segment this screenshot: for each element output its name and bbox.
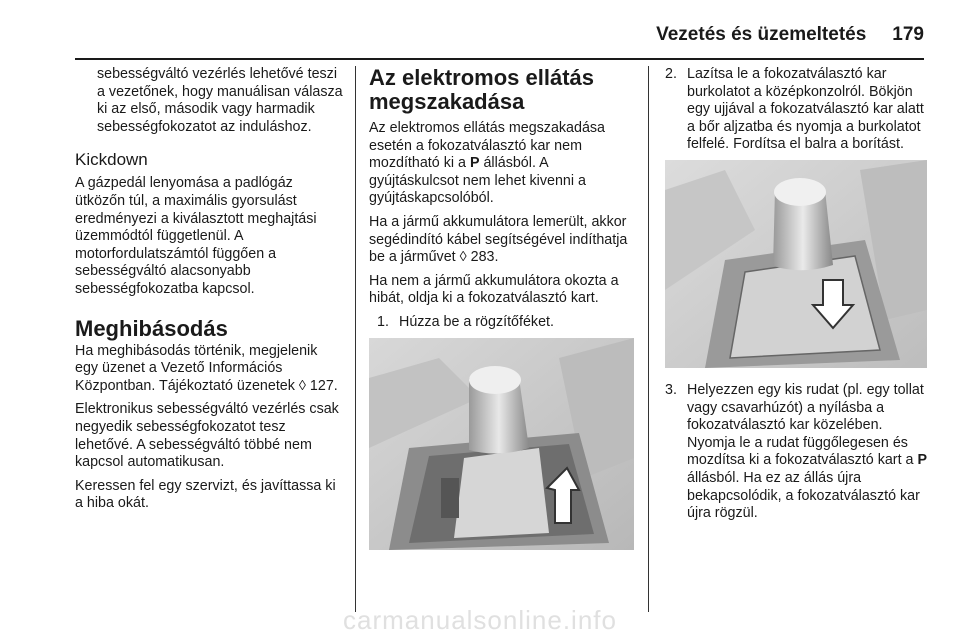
continued-paragraph: sebességváltó vezérlés lehetővé teszi a vezetőnek, hogy manuálisan válasza ki az első, második vagy harmadik sebességfokozatot az induláshoz. xyxy=(97,66,343,135)
page-number: 179 xyxy=(892,24,924,45)
gear-selector-illustration-1 xyxy=(369,338,634,550)
header-divider xyxy=(75,58,924,60)
fault-paragraph-3: Keressen fel egy szervizt, és javíttassa ki a hiba okát. xyxy=(75,477,336,512)
column-1 xyxy=(75,66,343,519)
column-divider-1 xyxy=(355,66,356,612)
power-failure-paragraph-2: Ha a jármű akkumulátora lemerült, akkor segédindító kábel segítségével indíthatja be a járművet ◊ 283. xyxy=(369,213,628,266)
step-2: 2. Lazítsa le a fokozatválasztó kar burkolatot a középkonzolról. Bökjön egy ujjával a fokozatválasztó kar alatt a bőr aljzatba és nyomja a burkolatot felfelé. Fordítsa el balra a borítást. xyxy=(665,66,924,153)
kickdown-paragraph: A gázpedál lenyomása a padlógáz ütközőn túl, a maximális gyorsulást eredményezi a kiválasztott meghajtási üzemmódtól függetlenül. A motorfordulatszámtól függően a sebességváltó alacsonyabb sebességfokozatba kapcsol. xyxy=(75,175,317,297)
page-header xyxy=(590,24,924,54)
section-title: Vezetés és üzemeltetés xyxy=(656,24,867,45)
power-failure-paragraph-3: Ha nem a jármű akkumulátora okozta a hibát, oldja ki a fokozatválasztó kart. xyxy=(369,272,619,307)
column-divider-2 xyxy=(648,66,649,612)
steps-list xyxy=(369,314,634,332)
gear-selector-cover-image xyxy=(665,160,927,368)
kickdown-heading: Kickdown xyxy=(75,150,148,170)
power-failure-paragraph-1: Az elektromos ellátás megszakadása esetén a fokozatválasztó kar nem mozdítható ki a P állásból. A gyújtáskulcsot nem lehet kivenni a gyújtáskapcsolóból. xyxy=(369,120,606,207)
step-1: 1. Húzza be a rögzítőféket. xyxy=(377,313,554,330)
gear-selector-lever-image xyxy=(369,338,634,550)
column-3 xyxy=(665,66,927,529)
steps-list-continued xyxy=(665,66,927,154)
fault-heading: Meghibásodás xyxy=(75,315,228,341)
step-3: 3. Helyezzen egy kis rudat (pl. egy tollat vagy csavarhúzót) a nyílásba a fokozatválasztó kar közelében. Nyomja le a rudat függőlegesen és mozdítsa ki a fokozatválasztó kart a P állásból. Ha ez az állás újra bekapcsolódik, a fokozatválasztó kar újra rögzül. xyxy=(665,381,927,522)
fault-paragraph-2: Elektronikus sebességváltó vezérlés csak negyedik sebességfokozatot tesz lehetővé. A sebességváltó többé nem kapcsol automatikusan. xyxy=(75,401,339,471)
steps-list-continued-2 xyxy=(665,382,927,523)
fault-paragraph-1: Ha meghibásodás történik, megjelenik egy üzenet a Vezető Információs Központban. Tájékoztató üzenetek ◊ 127. xyxy=(75,342,338,394)
column-2 xyxy=(369,66,634,550)
gear-selector-illustration-2 xyxy=(665,160,927,368)
power-failure-heading: Az elektromos ellátás megszakadása xyxy=(369,65,594,114)
watermark-url: carmanualsonline.info xyxy=(343,605,617,635)
